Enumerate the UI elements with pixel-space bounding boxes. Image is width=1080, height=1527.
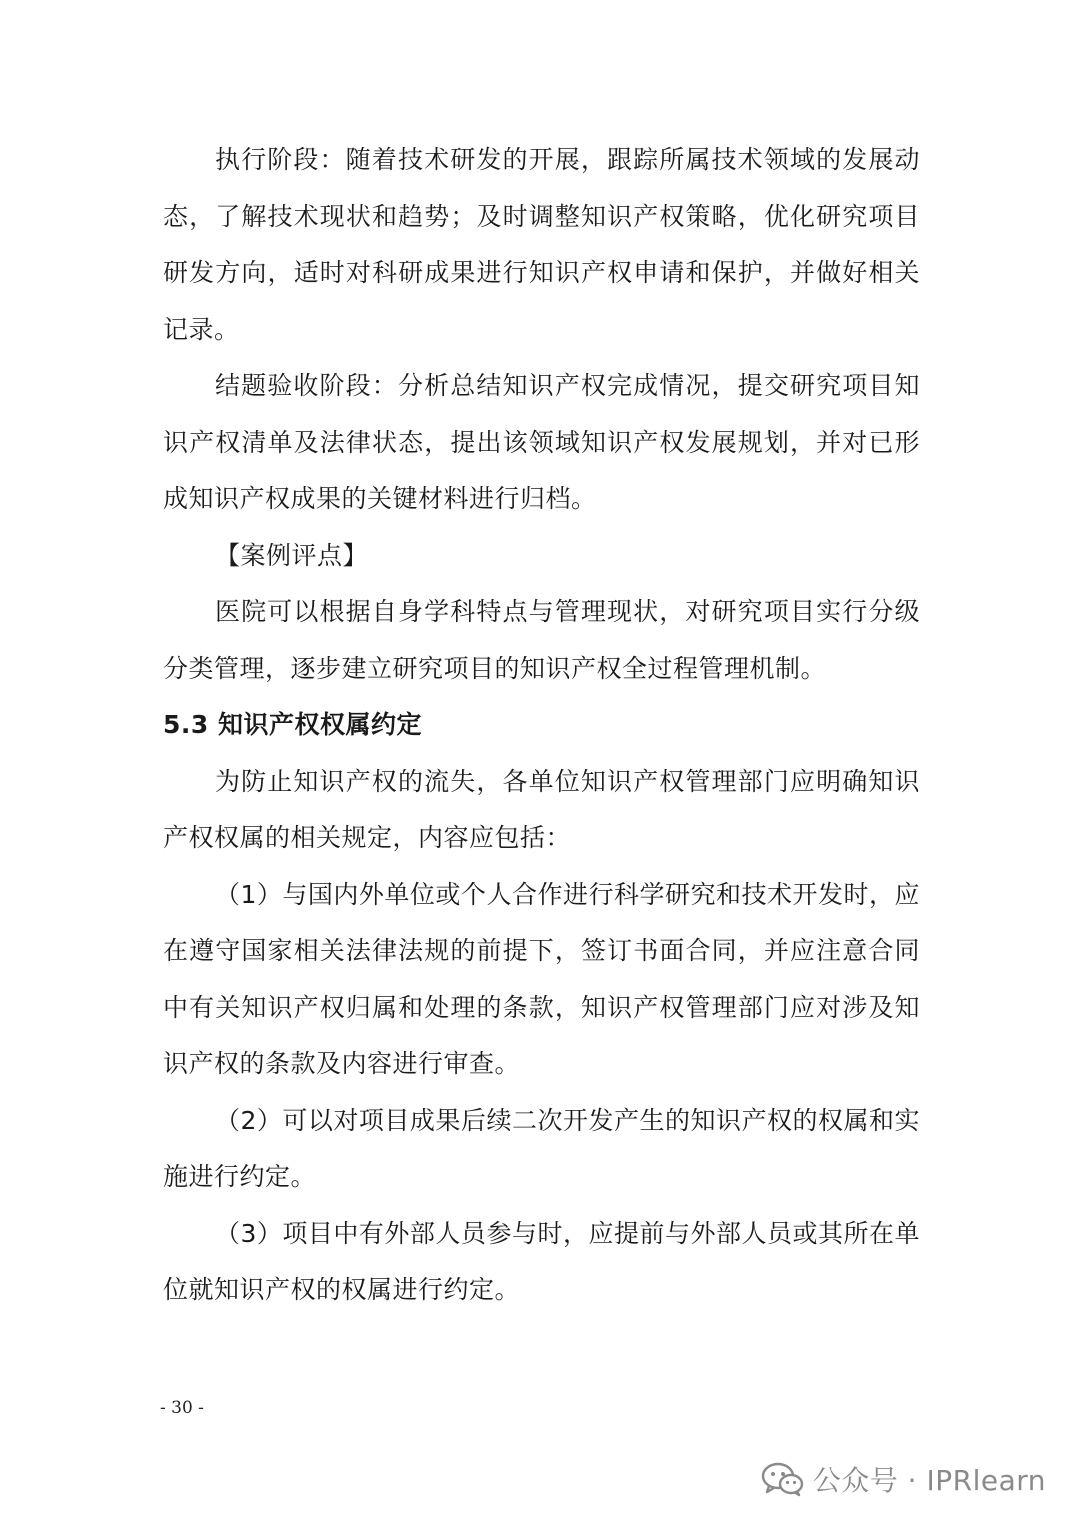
page-number: - 30 - [160,1398,204,1418]
page-content [163,132,920,1319]
section-heading: 5.3 知识产权权属约定 [163,710,422,739]
paragraph-acceptance-stage: 结题验收阶段：分析总结知识产权完成情况，提交研究项目知识产权清单及法律状态，提出该领域知识产权发展规划，并对已形成知识产权成果的关键材料进行归档。 [163,371,920,513]
list-item-3: （3）项目中有外部人员参与时，应提前与外部人员或其所在单位就知识产权的权属进行约定。 [163,1218,920,1304]
paragraph-case-review: 医院可以根据自身学科特点与管理现状，对研究项目实行分级分类管理，逐步建立研究项目的知识产权全过程管理机制。 [163,597,920,683]
paragraph-section-intro: 为防止知识产权的流失，各单位知识产权管理部门应明确知识产权权属的相关规定，内容应包括： [163,766,920,852]
list-item-1: （1）与国内外单位或个人合作进行科学研究和技术开发时，应在遵守国家相关法律法规的前提下，签订书面合同，并应注意合同中有关知识产权归属和处理的条款，知识产权管理部门应对涉及知识产权的条款及内容进行审查。 [163,879,920,1078]
paragraph-execution-stage: 执行阶段：随着技术研发的开展，跟踪所属技术领域的发展动态，了解技术现状和趋势；及时调整知识产权策略，优化研究项目研发方向，适时对科研成果进行知识产权申请和保护，并做好相关记录。 [163,145,920,344]
list-item-2: （2）可以对项目成果后续二次开发产生的知识产权的权属和实施进行约定。 [163,1105,920,1191]
wechat-icon [761,1461,805,1497]
watermark [761,1459,1046,1499]
case-review-label: 【案例评点】 [215,540,369,570]
watermark-text: 公众号 · IPRlearn [812,1464,1046,1497]
